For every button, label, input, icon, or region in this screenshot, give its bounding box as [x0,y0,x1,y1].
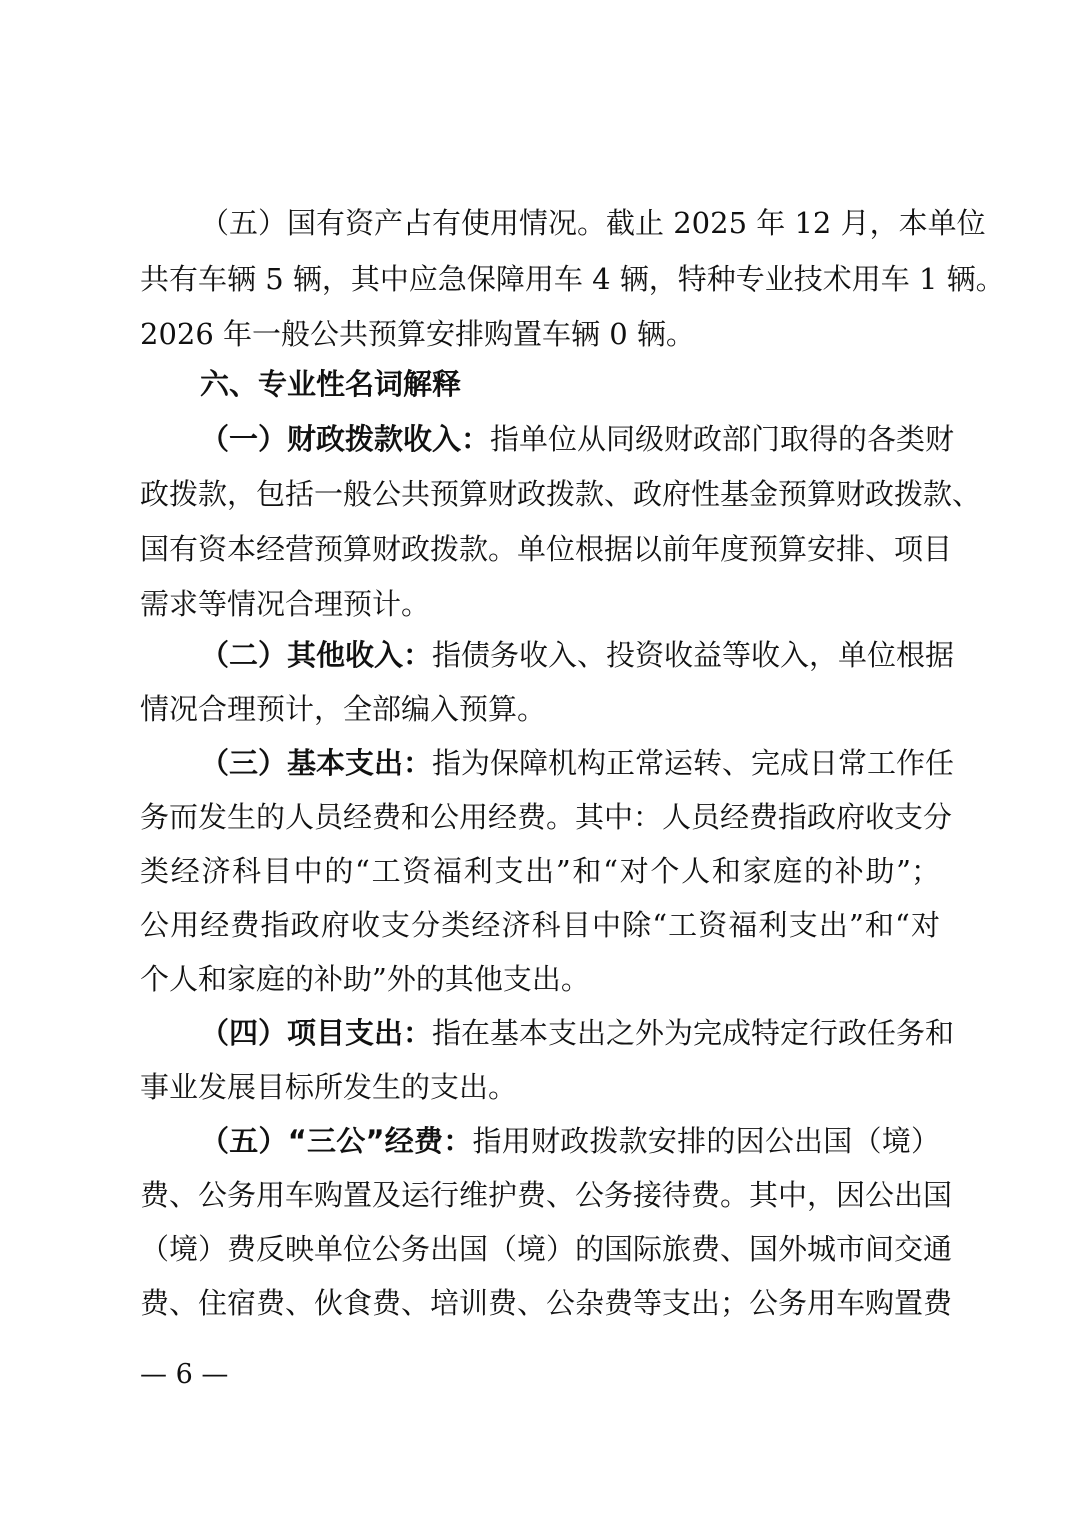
term-5-definition: 指用财政拨款安排的因公出国（境） [472,1124,940,1158]
term-4-label: （四）项目支出： [200,1016,433,1050]
term-3-line-1 [200,745,955,781]
term-2-label: （二）其他收入： [200,638,433,672]
term-1-line-1 [200,421,955,457]
page-number: — 6 — [140,1359,229,1390]
term-3-line-2: 务而发生的人员经费和公用经费。其中：人员经费指政府收支分 [140,800,953,834]
term-1-line-2: 政拨款，包括一般公共预算财政拨款、政府性基金预算财政拨款、 [140,477,982,511]
assets-paragraph-line-2: 共有车辆 5 辆，其中应急保障用车 4 辆，特种专业技术用车 1 辆。 [140,262,1005,296]
term-1-line-4: 需求等情况合理预计。 [140,587,431,621]
assets-paragraph-line-3: 2026 年一般公共预算安排购置车辆 0 辆。 [140,317,695,351]
assets-paragraph-line-1 [200,205,986,241]
assets-paragraph-text: 截止 2025 年 12 月，本单位 [606,206,986,240]
term-1-line-3: 国有资本经营预算财政拨款。单位根据以前年度预算安排、项目 [140,532,953,566]
term-3-line-3: 类经济科目中的“工资福利支出”和“对个人和家庭的补助”； [140,854,940,888]
assets-paragraph-label: （五）国有资产占有使用情况。 [200,206,607,240]
term-2-line-2: 情况合理预计，全部编入预算。 [140,692,547,726]
term-1-label: （一）财政拨款收入： [200,422,491,456]
term-3-line-5: 个人和家庭的补助”外的其他支出。 [140,962,590,996]
term-1-definition: 指单位从同级财政部门取得的各类财 [490,422,955,456]
term-3-label: （三）基本支出： [200,746,433,780]
term-5-label: （五）“三公”经费： [200,1124,473,1158]
term-4-line-1 [200,1015,955,1051]
term-4-definition: 指在基本支出之外为完成特定行政任务和 [432,1016,955,1050]
section-heading: 六、专业性名词解释 [200,367,462,401]
term-3-line-4: 公用经费指政府收支分类经济科目中除“工资福利支出”和“对 [140,908,940,942]
term-5-line-4: 费、住宿费、伙食费、培训费、公杂费等支出；公务用车购置费 [140,1286,953,1320]
term-3-definition: 指为保障机构正常运转、完成日常工作任 [432,746,955,780]
term-2-definition: 指债务收入、投资收益等收入，单位根据 [432,638,955,672]
term-5-line-3: （境）费反映单位公务出国（境）的国际旅费、国外城市间交通 [140,1232,953,1266]
term-4-line-2: 事业发展目标所发生的支出。 [140,1070,518,1104]
term-2-line-1 [200,637,955,673]
term-5-line-2: 费、公务用车购置及运行维护费、公务接待费。其中，因公出国 [140,1178,953,1212]
term-5-line-1 [200,1123,940,1159]
